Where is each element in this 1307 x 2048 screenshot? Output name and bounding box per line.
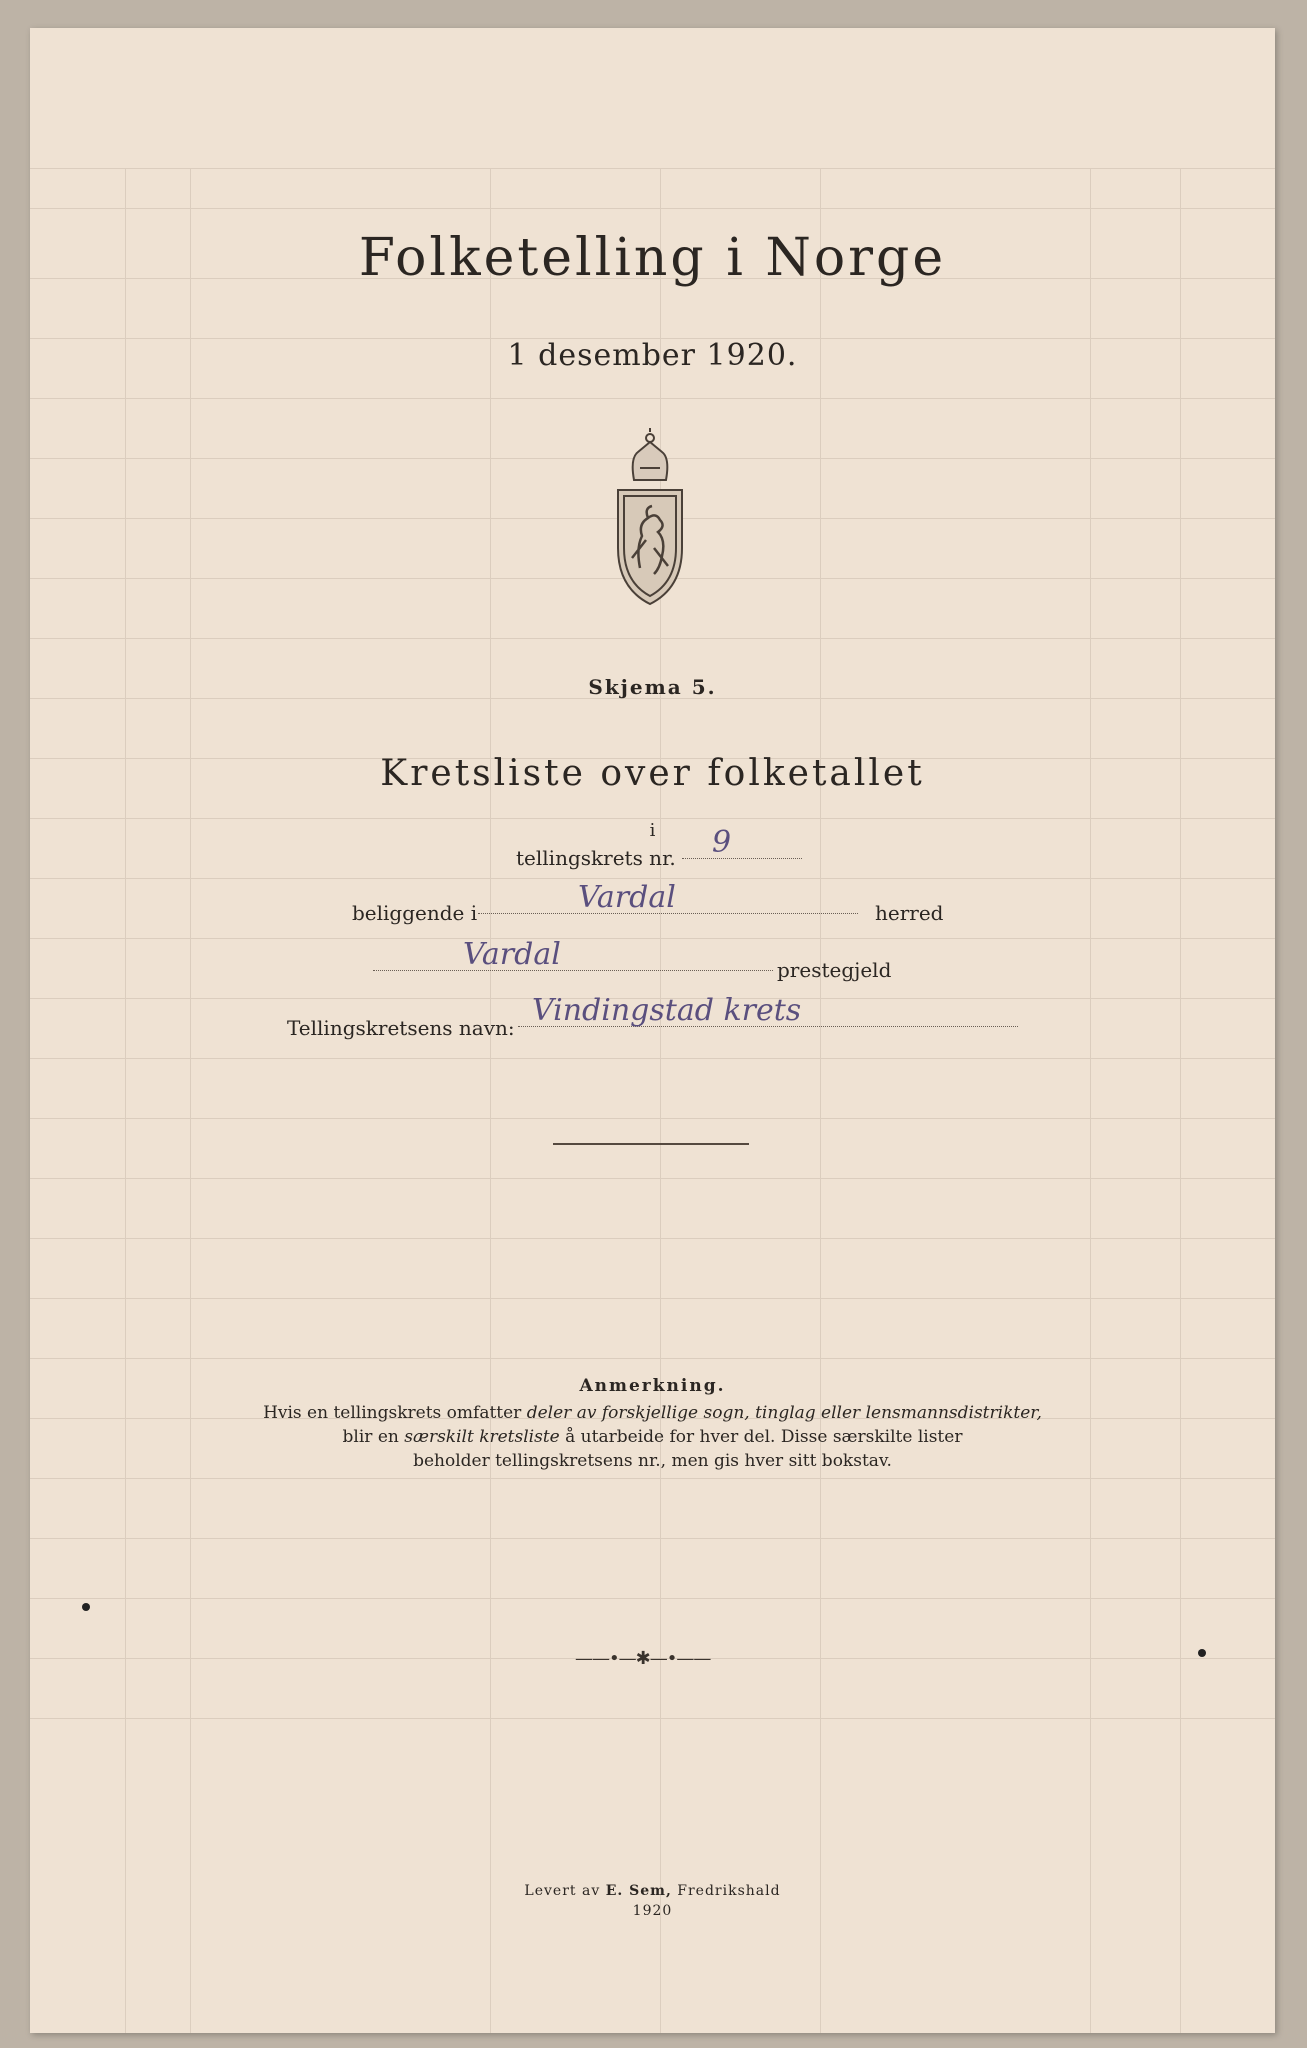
document-heading: Kretsliste over folketallet xyxy=(380,753,925,794)
printer-footer xyxy=(30,1881,1275,1921)
herred-label: herred xyxy=(875,901,944,925)
footer-place: Fredrikshald xyxy=(671,1883,781,1899)
separator-rule xyxy=(553,1143,749,1145)
note-line-2 xyxy=(30,1425,1275,1449)
note-heading: Anmerkning. xyxy=(579,1376,726,1396)
census-form-page xyxy=(30,28,1275,2033)
schema-number: Skjema 5. xyxy=(588,675,717,699)
note-line-1-plain: Hvis en tellingskrets omfatter xyxy=(263,1403,527,1423)
ink-speck xyxy=(82,1603,90,1611)
note-line-2-b: å utarbeide for hver del. Disse særskilte lister xyxy=(559,1427,963,1447)
krets-name-field[interactable]: Vindingstad krets xyxy=(518,996,1018,1027)
ornament-divider-icon: ——•—✱—•—— xyxy=(575,1648,711,1669)
note-line-1-italic: deler av forskjellige sogn, tinglag eller lensmannsdistrikter, xyxy=(526,1403,1042,1423)
document-title: Folketelling i Norge xyxy=(358,228,947,288)
footer-prefix: Levert av xyxy=(524,1883,606,1899)
prestegjeld-field[interactable]: Vardal xyxy=(373,940,773,971)
footer-year: 1920 xyxy=(632,1903,673,1919)
herred-field[interactable]: Vardal xyxy=(478,883,858,914)
bleed-through-ruling xyxy=(30,28,1275,2033)
note-text xyxy=(30,1401,1275,1473)
krets-number-field[interactable]: 9 xyxy=(682,828,802,859)
note-line-3: beholder tellingskretsens nr., men gis hver sitt bokstav. xyxy=(413,1451,892,1471)
footer-line-1 xyxy=(30,1881,1275,1901)
footer-printer-name: E. Sem, xyxy=(605,1883,672,1899)
census-date: 1 desember 1920. xyxy=(507,338,798,373)
krets-label: tellingskrets nr. xyxy=(516,846,676,870)
herred-prefix: beliggende i xyxy=(352,901,478,925)
note-line-1 xyxy=(30,1401,1275,1425)
connector-word: i xyxy=(649,820,656,841)
prestegjeld-label: prestegjeld xyxy=(777,958,892,982)
krets-name-label: Tellingskretsens navn: xyxy=(287,1016,515,1040)
note-line-2-italic: særskilt kretsliste xyxy=(404,1427,560,1447)
norwegian-coat-of-arms-icon xyxy=(596,428,704,608)
ink-speck xyxy=(1198,1649,1206,1657)
note-line-2-a: blir en xyxy=(342,1427,405,1447)
